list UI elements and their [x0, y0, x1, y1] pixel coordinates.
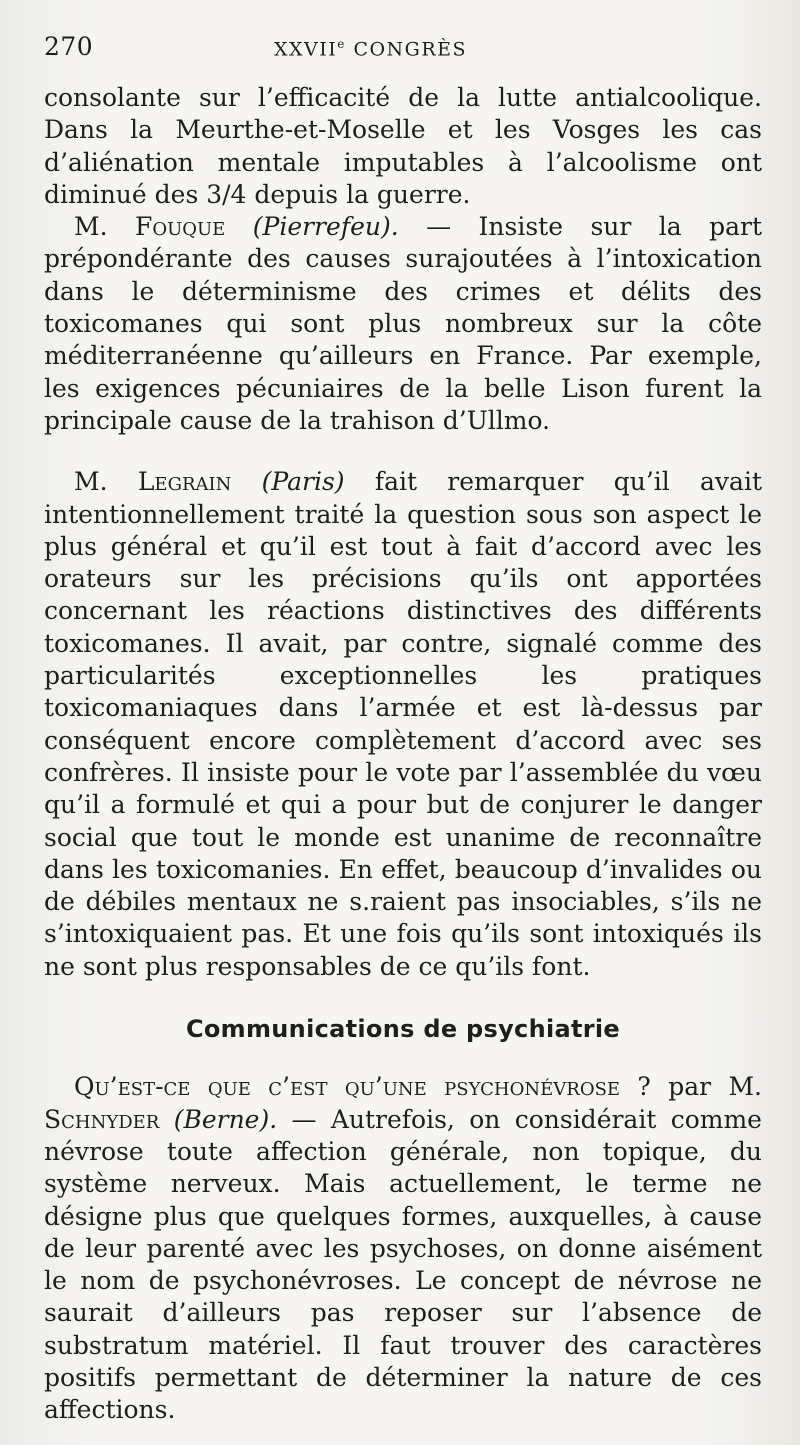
- page-number: 270: [44, 32, 94, 61]
- communication-title: Qu’est-ce que c’est qu’une psychonévrose ?: [74, 1072, 651, 1102]
- paragraph-continuation: consolante sur l’efficacité de la lutte antialcoolique. Dans la Meurthe-et-Moselle et les Vosges les cas d’aliénation mentale imputables à l’alcoolisme ont diminué des 3/4 depuis la guerre.: [44, 83, 762, 209]
- page-header: [44, 32, 762, 82]
- speaker-place: (Paris): [261, 467, 345, 497]
- speaker-name: Fouque: [134, 212, 226, 242]
- running-title: XXVIIe CONGRÈS: [274, 36, 468, 60]
- author-place: (Berne).: [173, 1104, 278, 1134]
- paragraph-legrain: M. Legrain (Paris) fait remarquer qu’il avait intentionnellement traité la question sous son aspect le plus général et qu’il est tout à fait d’accord avec les orateurs sur les précisions qu’ils ont apportées concernant les réactions distinctives des différents toxicomanes. Il avait, par contre, signalé comme des particularités exceptionnelles les pratiques toxicomaniaques dans l’armée et est là-dessus par conséquent encore complètement d’accord avec ses confrères. Il insiste pour le vote par l’assemblée du vœu qu’il a formulé et qui a pour but de conjurer le danger social que tout le monde est unanime de reconnaître dans les toxicomanies. En effet, beaucoup d’invalides ou de débiles mentaux ne s.raient pas insociables, s’ils ne s’intoxiquaient pas. Et une fois qu’ils sont intoxiqués ils ne sont plus responsables de ce qu’ils font.: [44, 467, 763, 981]
- body-text: [44, 82, 762, 1427]
- section-heading: Communications de psychiatrie: [185, 1015, 621, 1044]
- paragraph-schnyder: Qu’est-ce que c’est qu’une psychonévrose ? par M. Schnyder (Berne). — Autrefois, on considérait comme névrose toute affection générale, non topique, du système nerveux. Mais actuellement, le terme ne désigne plus que quelques formes, auxquelles, à cause de leur parenté avec les psychoses, on donne aisément le nom de psychonévroses. Le concept de névrose ne saurait d’ailleurs pas reposer sur l’absence de substratum matériel. Il faut trouver des caractères positifs permettant de déterminer la nature de ces affections.: [44, 1072, 762, 1425]
- speaker-name: Legrain: [137, 467, 232, 497]
- author-name: Schnyder: [44, 1104, 160, 1134]
- paragraph-fouque: M. Fouque (Pierrefeu). — Insiste sur la part prépondérante des causes surajoutées à l’intoxication dans le déterminisme des crimes et délits des toxicomanes qui sont plus nombreux sur la côte méditerranéenne qu’ailleurs en France. Par exemple, les exigences pécuniaires de la belle Lison furent la principale cause de la trahison d’Ullmo.: [44, 212, 762, 435]
- speaker-place: (Pierrefeu).: [252, 212, 399, 242]
